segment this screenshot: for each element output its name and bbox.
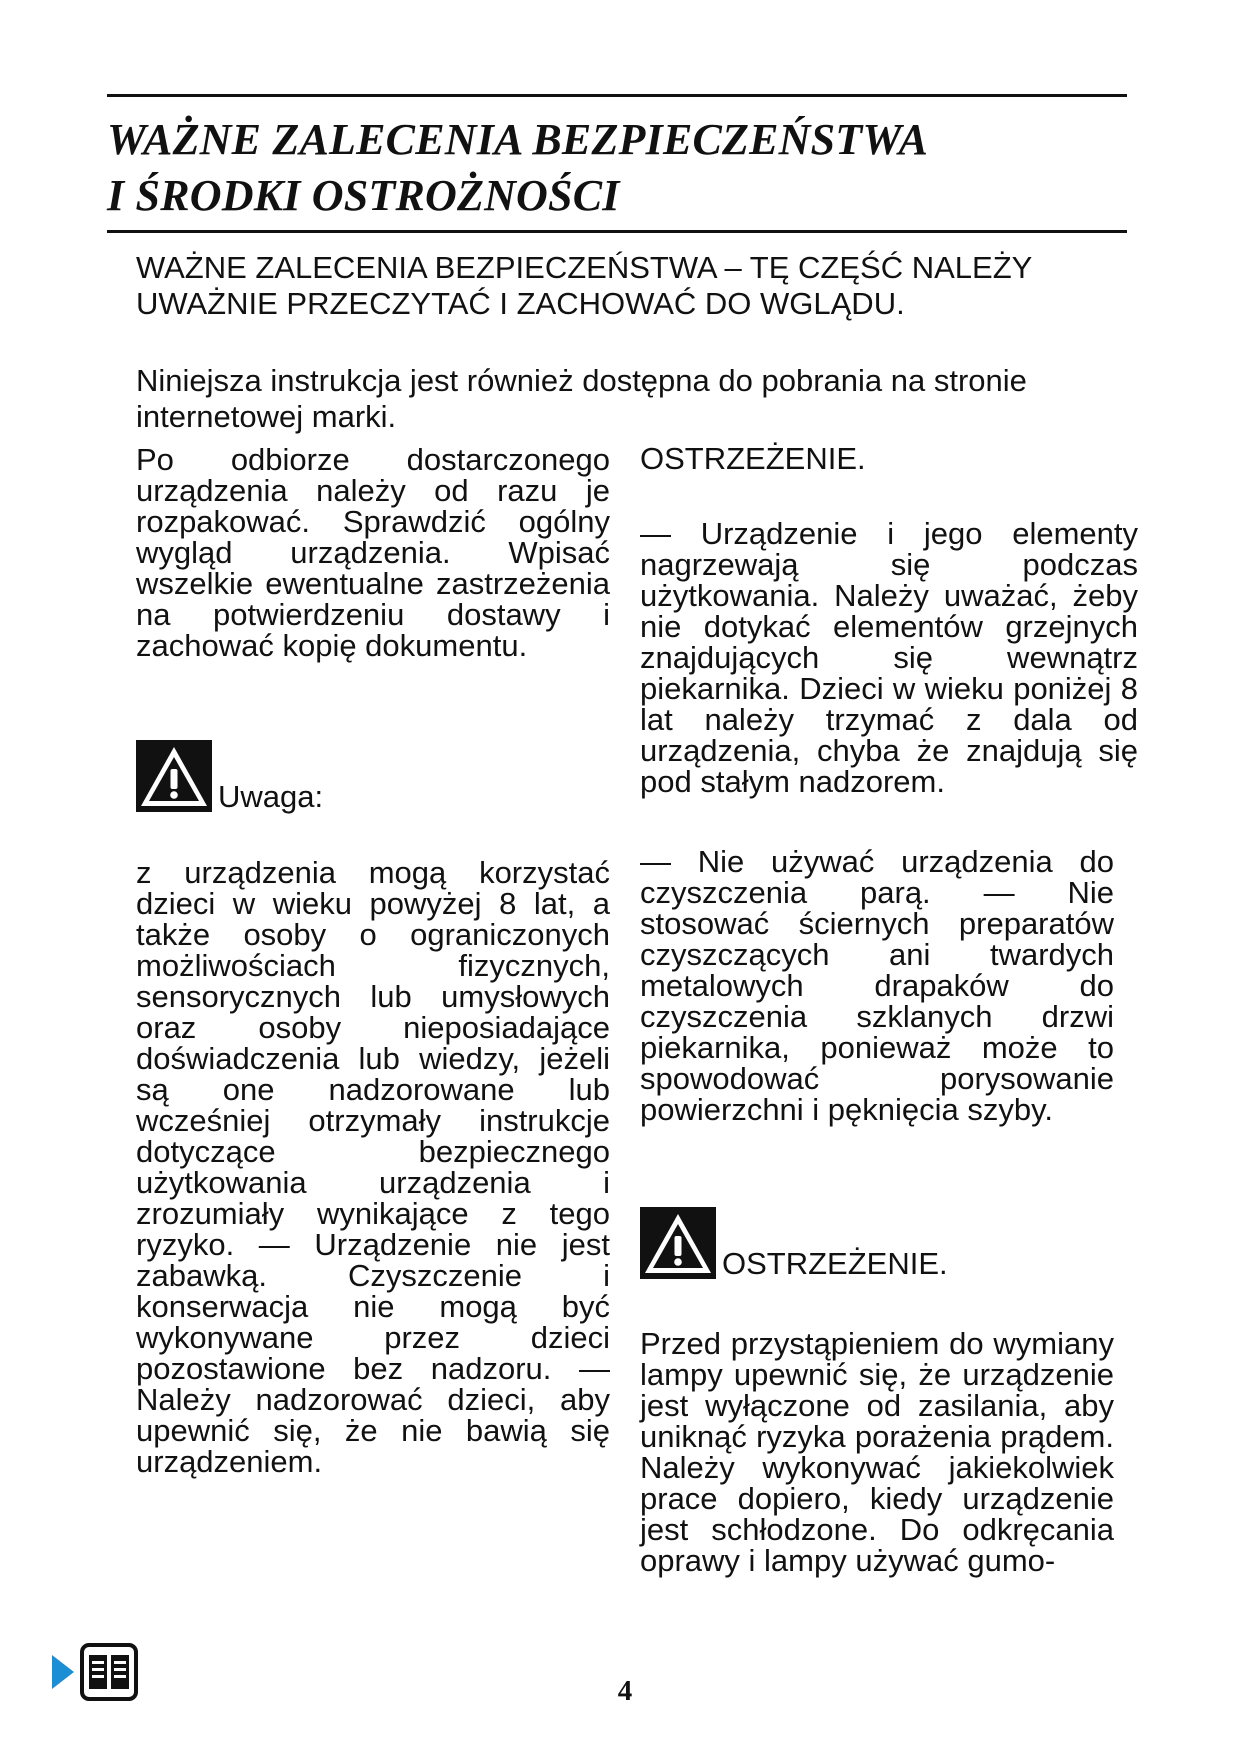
attention-paragraph: z urządzenia mogą korzystać dzieci w wieku powyżej 8 lat, a także osoby o ograniczonych możliwościach fizycznych, sensorycznych lub umysłowych oraz osoby nieposiadające doświadczenia lub wiedzy, jeżeli są one nadzorowane lub wcześniej otrzymały instrukcje dotyczące bezpiecznego użytkowania urządzenia i zrozumiały wynikające z tego ryzyko. — Urządzenie nie jest zabawką. Czyszczenie i konserwacja nie mogą być wykonywane przez dzieci pozostawione bez nadzoru. — Należy nadzorować dzieci, aby upewnić się, że nie bawią się urządzeniem. — [136, 855, 610, 1479]
warning-heading: OSTRZEŻENIE. — [640, 441, 866, 476]
page-title — [107, 112, 1127, 224]
page-title-line-2: I ŚRODKI OSTROŻNOŚCI — [107, 171, 620, 220]
warning2-paragraph: Przed przystąpieniem do wymiany lampy upewnić się, że urządzenie jest wyłączone od zasilania, aby uniknąć ryzyka porażenia prądem. Należy wykonywać jakiekolwiek prace dopiero, kiedy urządzenie jest schłodzone. Do odkręcania oprawy i lampy używać gumo- — [640, 1326, 1114, 1578]
book-icon[interactable] — [80, 1643, 138, 1701]
attention-label: Uwaga: — [218, 779, 324, 814]
warning-triangle-icon — [136, 740, 212, 812]
warning-paragraph-1: — Urządzenie i jego elementy nagrzewają się podczas użytkowania. Należy uważać, żeby nie dotykać elementów grzejnych znajdujących się wewnątrz piekarnika. Dzieci w wieku poniżej 8 lat należy trzymać z dala od urządzenia, chyba że znajdują się pod stałym nadzorem. — [640, 516, 1138, 799]
warning2-label: OSTRZEŻENIE. — [722, 1246, 948, 1281]
page-number: 4 — [617, 1675, 633, 1707]
navigation-control[interactable] — [50, 1643, 138, 1701]
warning2-row — [640, 1207, 948, 1279]
play-arrow-icon[interactable] — [50, 1653, 76, 1691]
intro-lead: WAŻNE ZALECENIA BEZPIECZEŃSTWA – TĘ CZĘŚĆ NALEŻY UWAŻNIE PRZECZYTAĆ I ZACHOWAĆ DO WGLĄDU. — [136, 250, 1032, 321]
download-note: Niniejsza instrukcja jest również dostępna do pobrania na stronie internetowej marki. — [136, 363, 1027, 434]
warning-paragraph-2: — Nie używać urządzenia do czyszczenia parą. — Nie stosować ściernych preparatów czyszczących ani twardych metalowych drapaków do czyszczenia szklanych drzwi piekarnika, ponieważ może to spowodować porysowanie powierzchni i pęknięcia szyby. — [640, 844, 1114, 1127]
title-bottom-rule — [107, 230, 1127, 233]
top-rule — [107, 94, 1127, 97]
delivery-paragraph: Po odbiorze dostarczonego urządzenia należy od razu je rozpakować. Sprawdzić ogólny wygląd urządzenia. Wpisać wszelkie ewentualne zastrzeżenia na potwierdzeniu dostawy i zachować kopię dokumentu. — [136, 442, 610, 663]
attention-row — [136, 740, 323, 812]
warning-triangle-icon — [640, 1207, 716, 1279]
page-title-line-1: WAŻNE ZALECENIA BEZPIECZEŃSTWA — [107, 115, 928, 164]
